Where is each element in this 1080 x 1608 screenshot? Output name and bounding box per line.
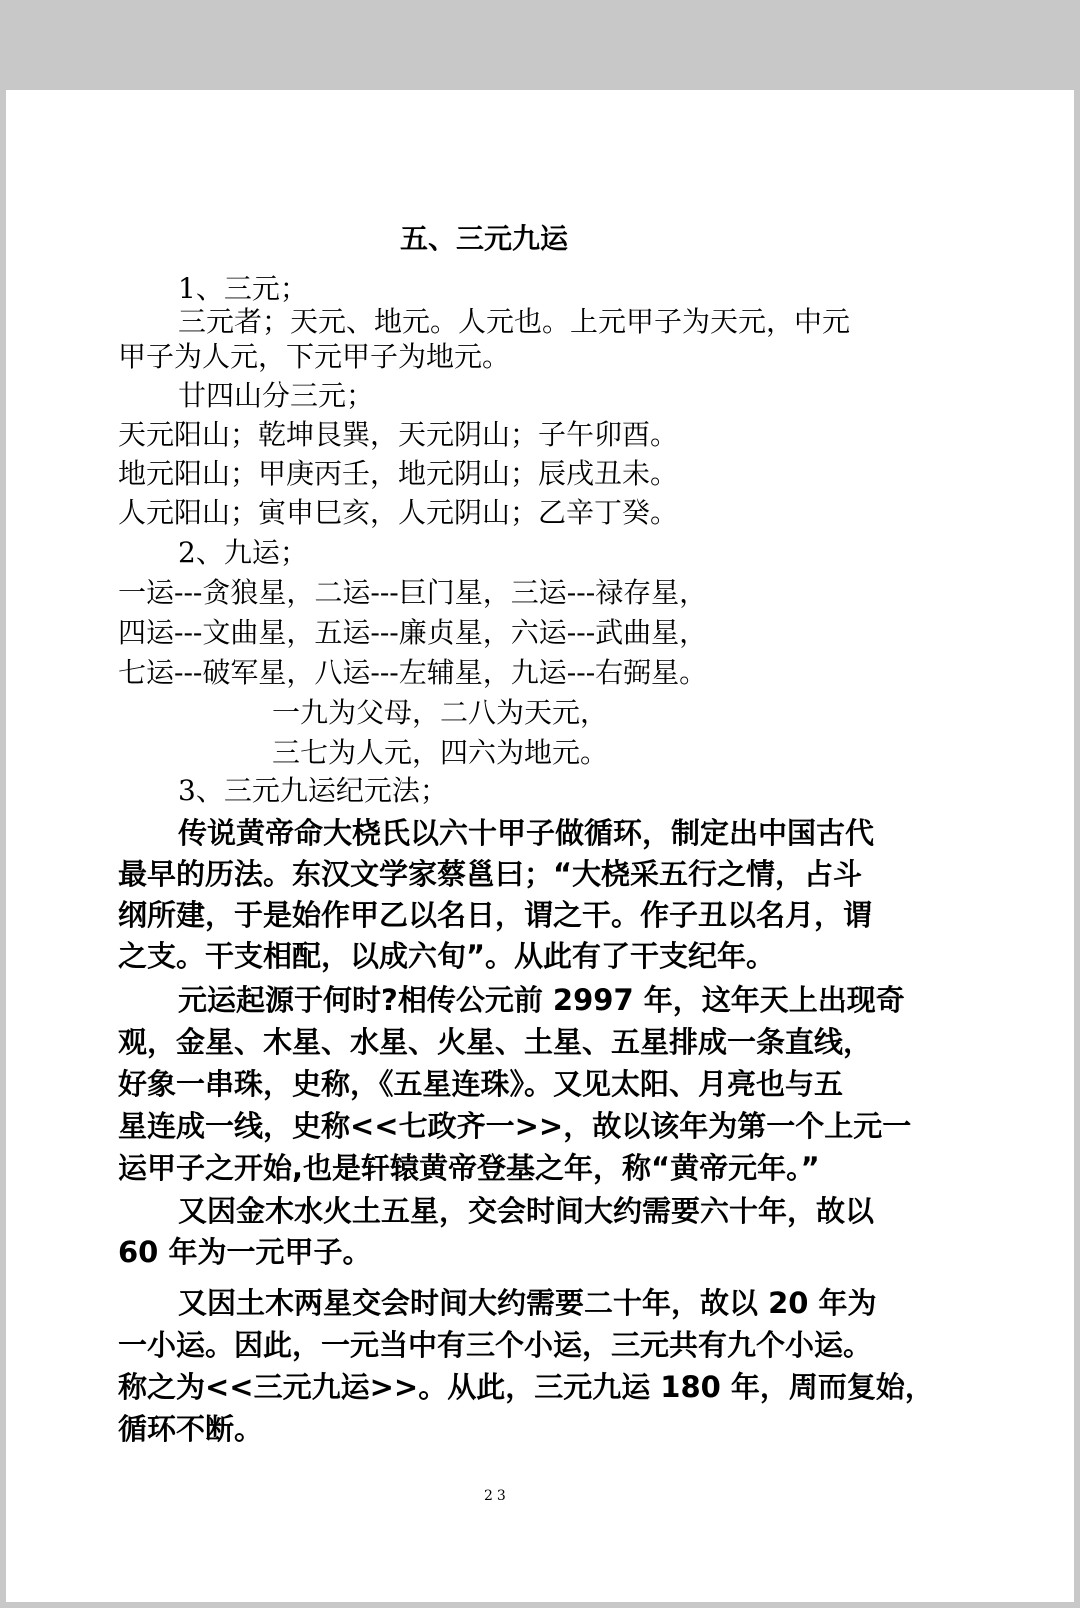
paragraph-line: 传说黄帝命大桡氏以六十甲子做循环，制定出中国古代 <box>178 816 875 850</box>
subheading: 廿四山分三元； <box>178 379 375 412</box>
paragraph-line: 最早的历法。东汉文学家蔡邕曰；“大桡采五行之情，占斗 <box>118 857 863 891</box>
paragraph-line: 观，金星、木星、水星、火星、土星、五星排成一条直线， <box>118 1025 873 1059</box>
paragraph-line: 又因土木两星交会时间大约需要二十年，故以 20 年为 <box>178 1286 877 1320</box>
paragraph-line: 又因金木水火土五星，交会时间大约需要六十年，故以 <box>178 1194 875 1228</box>
document-page <box>6 90 1074 1602</box>
paragraph-line: 星连成一线，史称<<七政齐一>>，故以该年为第一个上元一 <box>118 1109 912 1143</box>
mountain-row: 人元阳山；寅申巳亥，人元阴山；乙辛丁癸。 <box>118 496 679 529</box>
section-heading-1: 1、三元； <box>178 272 308 305</box>
pair-line: 一九为父母，二八为天元， <box>272 696 609 729</box>
paragraph-line: 循环不断。 <box>118 1412 264 1446</box>
paragraph-line: 甲子为人元，下元甲子为地元。 <box>118 340 511 373</box>
section-heading-3: 3、三元九运纪元法； <box>178 774 448 807</box>
mountain-row: 地元阳山；甲庚丙壬，地元阴山；辰戌丑未。 <box>118 457 679 490</box>
paragraph-line: 运甲子之开始,也是轩辕黄帝登基之年，称“黄帝元年。” <box>118 1151 820 1185</box>
mountain-row: 天元阳山；乾坤艮巽，天元阴山；子午卯酉。 <box>118 418 679 451</box>
star-row: 七运---破军星，八运---左辅星，九运---右弼星。 <box>118 656 708 689</box>
paragraph-line: 元运起源于何时?相传公元前 2997 年，这年天上出现奇 <box>178 983 905 1017</box>
section-heading-2: 2、九运； <box>178 536 308 569</box>
pair-line: 三七为人元，四六为地元。 <box>272 736 609 769</box>
star-row: 一运---贪狼星，二运---巨门星，三运---禄存星， <box>118 576 708 609</box>
page-number: 23 <box>484 1488 510 1504</box>
page-title: 五、三元九运 <box>400 222 569 255</box>
paragraph-line: 三元者；天元、地元。人元也。上元甲子为天元，中元 <box>178 305 851 338</box>
paragraph-line: 纲所建，于是始作甲乙以名日，谓之干。作子丑以名月，谓 <box>118 898 873 932</box>
paragraph-line: 好象一串珠，史称，《五星连珠》。又见太阳、月亮也与五 <box>118 1067 844 1101</box>
paragraph-line: 称之为<<三元九运>>。从此，三元九运 180 年，周而复始， <box>118 1370 934 1404</box>
star-row: 四运---文曲星，五运---廉贞星，六运---武曲星， <box>118 616 708 649</box>
paragraph-line: 60 年为一元甲子。 <box>118 1235 372 1269</box>
paragraph-line: 之支。干支相配，以成六旬”。从此有了干支纪年。 <box>118 939 776 973</box>
paragraph-line: 一小运。因此，一元当中有三个小运，三元共有九个小运。 <box>118 1328 873 1362</box>
